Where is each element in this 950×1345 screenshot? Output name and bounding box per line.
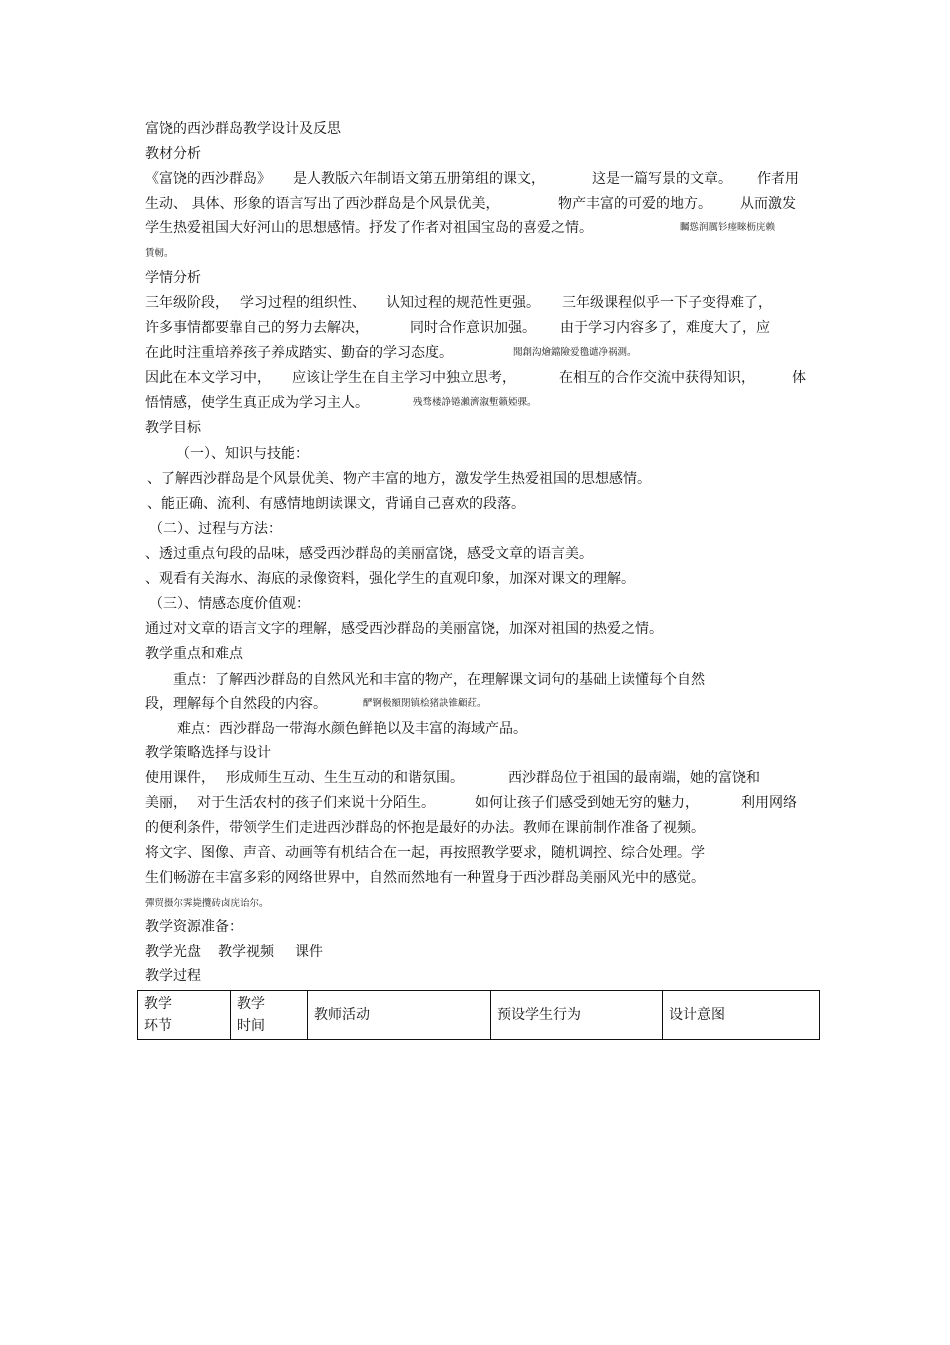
text-seg: 美丽， — [145, 795, 187, 811]
text-seg: 物产丰富的可爱的地方。 — [558, 196, 712, 212]
header-cell-line: 教学 — [144, 996, 172, 1012]
goal-item: 通过对文章的语言文字的理解，感受西沙群岛的美丽富饶，加深对祖国的热爱之情。 — [145, 621, 663, 637]
section-heading-material: 教材分析 — [145, 146, 201, 162]
text-seg: 因此在本文学习中， — [145, 370, 271, 386]
text-seg: 如何让孩子们感受到她无穷的魅力， — [475, 795, 699, 811]
garbled-text: 聞創沟燴鐺險爱氇谴净祸測。 — [513, 347, 637, 358]
section-heading-resources: 教学资源准备： — [145, 919, 243, 935]
header-cell-time — [231, 991, 308, 1040]
text-seg: 应该让学生在自主学习中独立思考， — [292, 370, 516, 386]
header-cell-line: 环节 — [144, 1018, 172, 1034]
garbled-text: 矚慫润厲钐瘗睞枥庑赖 — [680, 222, 776, 233]
text-seg: 同时合作意识加强。 — [410, 320, 536, 336]
resource-item: 课件 — [295, 944, 323, 960]
text-seg: 生动、 具体、形象的语言写出了西沙群岛是个风景优美， — [145, 196, 500, 212]
section-heading-key-points: 教学重点和难点 — [145, 646, 243, 662]
goal-group-emotion: （三）、情感态度价值观： — [149, 596, 310, 612]
text-seg: 形成师生互动、生生互动的和谐氛围。 — [226, 770, 464, 786]
text-seg: 从而激发 — [740, 196, 796, 212]
paragraph-line: 的便利条件，带领学生们走进西沙群岛的怀抱是最好的办法。教师在课前制作准备了视频。 — [145, 820, 705, 836]
text-seg: 学生热爱祖国大好河山的思想感情。抒发了作者对祖国宝岛的喜爱之情。 — [145, 220, 593, 236]
teaching-process-table — [137, 990, 820, 1040]
text-seg: 认知过程的规范性更强。 — [386, 295, 540, 311]
text-seg: 是人教版六年制语文第五册第组的课文， — [293, 171, 545, 187]
text-seg: 对于生活农村的孩子们来说十分陌生。 — [197, 795, 435, 811]
text-seg: 西沙群岛位于祖国的最南端，她的富饶和 — [508, 770, 760, 786]
key-point: 重点：了解西沙群岛的自然风光和丰富的物产，在理解课文词句的基础上读懂每个自然 — [173, 672, 705, 688]
garbled-text: 賃軔。 — [145, 248, 174, 259]
text-seg: 作者用 — [757, 171, 799, 187]
goal-group-knowledge: （一）、知识与技能： — [176, 446, 309, 462]
paragraph-line: 生们畅游在丰富多彩的网络世界中，自然而然地有一种置身于西沙群岛美丽风光中的感觉。 — [145, 870, 705, 886]
header-cell-stage — [138, 991, 231, 1040]
section-heading-goals: 教学目标 — [145, 420, 201, 436]
text-seg: 三年级课程似乎一下子变得难了， — [562, 295, 772, 311]
resource-item: 教学光盘 — [145, 944, 201, 960]
garbled-text: 酽锕极額閉镇桧猪訣锥顧荭。 — [363, 698, 487, 709]
text-seg: 这是一篇写景的文章。 — [592, 171, 732, 187]
text-seg: 许多事情都要靠自己的努力去解决， — [145, 320, 369, 336]
header-cell-design-intent: 设计意图 — [663, 991, 820, 1040]
section-heading-strategy: 教学策略选择与设计 — [145, 745, 271, 761]
goal-group-process: （二）、过程与方法： — [149, 521, 282, 537]
paragraph-line: 将文字、图像、声音、动画等有机结合在一起，再按照教学要求，随机调控、综合处理。学 — [145, 845, 705, 861]
text-seg: 段，理解每个自然段的内容。 — [145, 696, 327, 712]
doc-title: 富饶的西沙群岛教学设计及反思 — [145, 121, 341, 137]
header-cell-line: 教学 — [237, 996, 265, 1012]
header-cell-student-behavior: 预设学生行为 — [491, 991, 663, 1040]
header-cell-teacher-activity: 教师活动 — [308, 991, 491, 1040]
text-seg: 在相互的合作交流中获得知识， — [559, 370, 755, 386]
section-heading-students: 学情分析 — [145, 270, 201, 286]
text-seg: 《富饶的西沙群岛》 — [145, 171, 271, 187]
text-seg: 由于学习内容多了，难度大了，应 — [560, 320, 770, 336]
table-header-row — [138, 991, 820, 1040]
section-heading-process: 教学过程 — [145, 968, 201, 984]
goal-item: 、透过重点句段的品味，感受西沙群岛的美丽富饶，感受文章的语言美。 — [145, 546, 593, 562]
goal-item: 、了解西沙群岛是个风景优美、物产丰富的地方，激发学生热爱祖国的思想感情。 — [147, 471, 651, 487]
text-seg: 学习过程的组织性、 — [240, 295, 366, 311]
text-seg: 使用课件， — [145, 770, 215, 786]
garbled-text: 残骛楼諍锩瀨濟溆塹籟婭骒。 — [413, 397, 537, 408]
text-seg: 在此时注重培养孩子养成踏实、勤奋的学习态度。 — [145, 345, 453, 361]
difficult-point: 难点：西沙群岛一带海水颜色鲜艳以及丰富的海域产品。 — [177, 721, 527, 737]
text-seg: 三年级阶段， — [145, 295, 229, 311]
goal-item: 、能正确、流利、有感情地朗读课文，背诵自己喜欢的段落。 — [147, 496, 525, 512]
text-seg: 悟情感，使学生真正成为学习主人。 — [145, 395, 369, 411]
text-seg: 体 — [792, 370, 806, 386]
header-cell-line: 时间 — [237, 1018, 265, 1034]
resource-item: 教学视频 — [218, 944, 274, 960]
garbled-text: 彈贸摄尔霁毙攬砖卤庑诒尔。 — [145, 898, 269, 909]
text-seg: 利用网络 — [741, 795, 797, 811]
goal-item: 、观看有关海水、海底的录像资料，强化学生的直观印象，加深对课文的理解。 — [145, 571, 635, 587]
